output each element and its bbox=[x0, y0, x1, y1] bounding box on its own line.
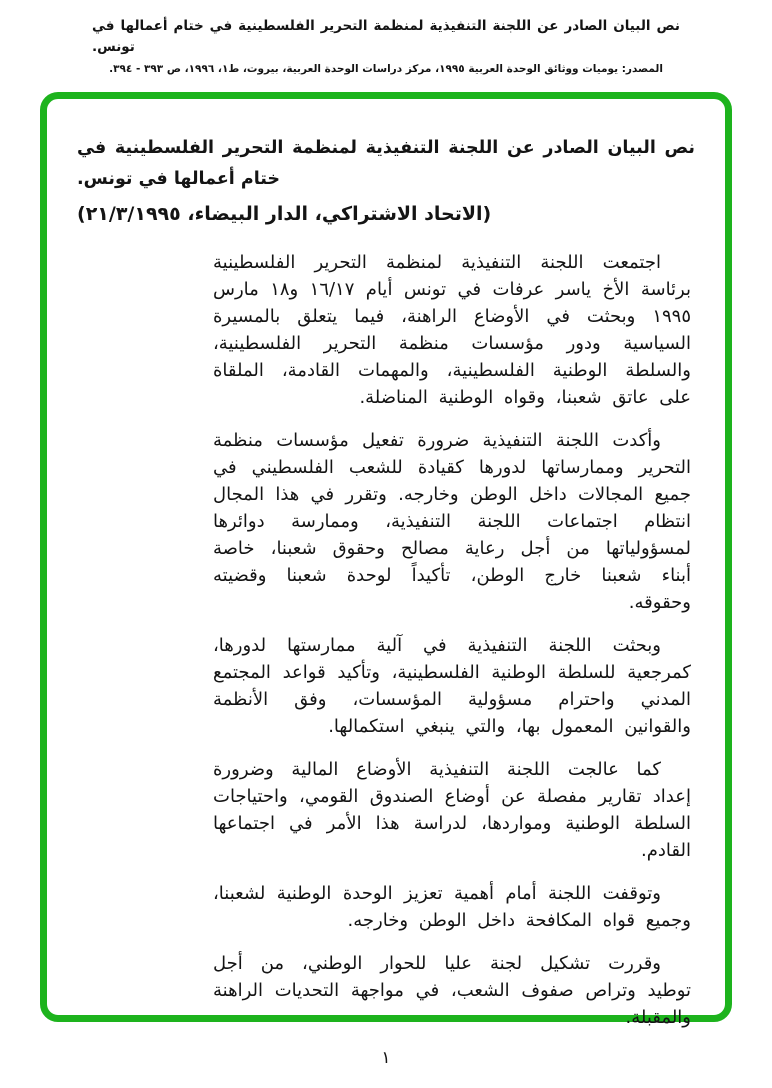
document-paragraph: وقررت تشكيل لجنة عليا للحوار الوطني، من أجل توطيد وتراص صفوف الشعب، في مواجهة التحديات الراهنة والمقبلة. bbox=[213, 953, 691, 1028]
document-title-line2: ختام أعمالها في تونس. bbox=[77, 169, 281, 189]
document-citation: (الاتحاد الاشتراكي، الدار البيضاء، ٢١/٣/١٩٩٥) bbox=[77, 203, 492, 225]
document-frame bbox=[40, 92, 732, 1028]
document-paragraph: وأكدت اللجنة التنفيذية ضرورة تفعيل مؤسسات منظمة التحرير وممارساتها لدورها كقيادة للشعب الفلسطيني في جميع المجالات داخل الوطن وخارجه. وتقرر في هذا المجال انتظام اجتماعات اللجنة التنفيذية، وممارسة دوائرها لمسؤولياتها من أجل رعاية مصالح وحقوق شعبنا، خاصة أبناء شعبنا خارج الوطن، تأكيداً لوحدة شعبنا وقضيته وحقوقه. bbox=[213, 430, 691, 613]
document-title-line1: نص البيان الصادر عن اللجنة التنفيذية لمنظمة التحرير الفلسطينية في bbox=[77, 138, 695, 158]
page-header-title: نص البيان الصادر عن اللجنة التنفيذية لمنظمة التحرير الفلسطينية في ختام أعمالها في تونس. bbox=[92, 18, 680, 55]
document-paragraph: اجتمعت اللجنة التنفيذية لمنظمة التحرير الفلسطينية برئاسة الأخ ياسر عرفات في تونس أيام ١٦/١٧ و١٨ مارس ١٩٩٥ وبحثت في الأوضاع الراهنة، فيما يتعلق بالمسيرة السياسية ودور مؤسسات منظمة التحرير الفلسطينية، والسلطة الوطنية الفلسطينية، والمهمات القادمة، الملقاة على عاتق شعبنا، وقواه الوطنية المناضلة. bbox=[213, 252, 692, 408]
document-paragraph: وبحثت اللجنة التنفيذية في آلية ممارستها لدورها، كمرجعية للسلطة الوطنية الفلسطينية، وتأكيد قواعد المجتمع المدني واحترام مسؤولية المؤسسات، وفق الأنظمة والقوانين المعمول بها، والتي ينبغي استكمالها. bbox=[213, 635, 691, 737]
page-number: ١ bbox=[381, 1048, 391, 1068]
document-body bbox=[213, 249, 691, 1031]
source-citation-line: المصدر: يوميات ووثائق الوحدة العربية ١٩٩٥، مركز دراسات الوحدة العربية، بيروت، ط١، ١٩٩٦، ص ٣٩٣ - ٣٩٤. bbox=[109, 63, 663, 75]
document-paragraph: وتوقفت اللجنة أمام أهمية تعزيز الوحدة الوطنية لشعبنا، وجميع قواه المكافحة داخل الوطن وخارجه. bbox=[213, 883, 691, 931]
document-paragraph: كما عالجت اللجنة التنفيذية الأوضاع المالية وضرورة إعداد تقارير مفصلة عن أوضاع الصندوق القومي، واحتياجات السلطة الوطنية ومواردها، لدراسة هذا الأمر في اجتماعها القادم. bbox=[213, 759, 691, 861]
